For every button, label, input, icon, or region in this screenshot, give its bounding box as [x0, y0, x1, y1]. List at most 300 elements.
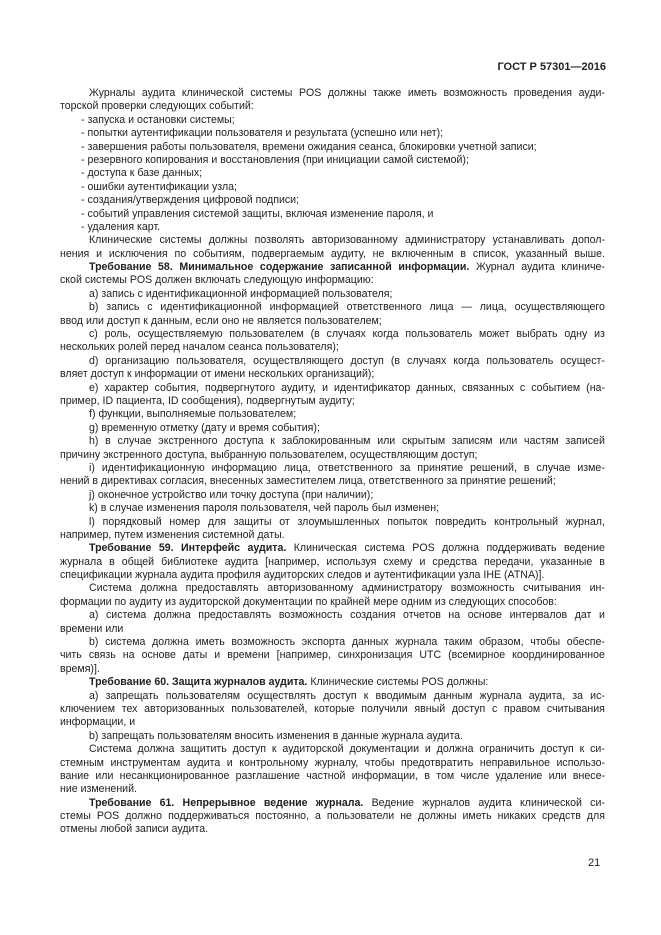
word: аутентификации	[127, 180, 209, 193]
word: том	[436, 769, 455, 782]
word: общей	[121, 555, 155, 568]
word: (в	[310, 328, 320, 341]
word: b)	[89, 636, 99, 649]
word: мере	[373, 595, 399, 608]
word: данных,	[416, 381, 456, 394]
word: пользователя,	[176, 354, 247, 367]
word: системы;	[189, 113, 235, 126]
word: которые	[314, 702, 355, 715]
word: защитить	[180, 743, 227, 756]
text-line	[60, 87, 605, 100]
word: данных	[351, 636, 389, 649]
word: базе	[137, 167, 160, 180]
word: повредить	[435, 515, 487, 528]
word: -	[81, 180, 85, 193]
word: аудита	[478, 796, 512, 809]
word: создания/утверждения	[87, 194, 200, 207]
text-line	[60, 797, 605, 810]
word: передачи,	[483, 555, 534, 568]
word: принятие	[417, 461, 464, 474]
word: запись	[101, 287, 135, 300]
word: записи	[135, 823, 169, 836]
word: и	[96, 247, 103, 260]
word: наличии);	[325, 488, 374, 501]
word: изменения	[146, 502, 200, 515]
word: на	[448, 609, 461, 622]
word: Система	[89, 582, 132, 595]
text-line	[60, 516, 605, 529]
word: авторизованных	[144, 702, 225, 715]
word: отмены	[60, 823, 98, 836]
word: выполняемые	[146, 408, 216, 421]
word: торской	[60, 100, 99, 113]
word: и	[419, 555, 426, 568]
word: должны	[417, 810, 457, 823]
word: карт.	[137, 220, 161, 233]
word: указанные	[540, 555, 593, 568]
word: стемы	[60, 810, 91, 823]
word: система	[105, 636, 146, 649]
word: из	[594, 328, 605, 341]
bold-word: 61.	[159, 796, 175, 809]
word: -	[81, 220, 85, 233]
word: внесенных	[209, 475, 264, 488]
bold-word: аудита.	[268, 676, 308, 689]
word: даты	[182, 649, 208, 662]
word: допол-	[571, 234, 605, 247]
word: согласия,	[160, 475, 207, 488]
word: началом	[182, 341, 226, 354]
word: [например,	[276, 649, 331, 662]
word: был	[371, 502, 392, 515]
word: событием	[531, 381, 581, 394]
word: пользователем;	[304, 314, 382, 327]
word: идентификатор	[334, 381, 411, 394]
word: подвергаемым	[251, 247, 325, 260]
word: путем	[114, 528, 144, 541]
word: крайней	[330, 595, 371, 608]
word: пользователем	[229, 328, 304, 341]
word: цифровой	[202, 194, 253, 207]
word: подвергнутым	[246, 394, 316, 407]
word: ин-	[589, 582, 605, 595]
text-line	[60, 221, 605, 234]
word: экспорта	[301, 636, 346, 649]
word: возможность	[450, 582, 515, 595]
word: данным,	[150, 314, 193, 327]
word: событий:	[209, 100, 254, 113]
word: вводимым	[375, 689, 427, 702]
word: [например,	[265, 555, 320, 568]
word: не	[242, 314, 255, 327]
text-line	[60, 194, 605, 207]
word: выбрать	[516, 328, 558, 341]
word: по	[114, 595, 127, 608]
word: журналу,	[314, 756, 359, 769]
word: пользователем;	[218, 408, 297, 421]
word: пациента,	[116, 394, 165, 407]
word: осуществляемую	[137, 328, 223, 341]
word: следующих	[149, 100, 207, 113]
word: в	[109, 555, 115, 568]
text-line	[60, 141, 605, 154]
word: за	[446, 475, 458, 488]
word: должны	[208, 234, 248, 247]
word: должна	[436, 743, 474, 756]
word: с	[137, 287, 143, 300]
word: журнала	[381, 729, 424, 742]
word: и	[322, 381, 328, 394]
word: изменение	[330, 207, 384, 220]
word: (ATNA)].	[504, 569, 545, 582]
word: записей	[565, 435, 605, 448]
word: аудита	[186, 756, 221, 769]
word: или	[209, 488, 228, 501]
word: аудиту	[129, 595, 163, 608]
word: ис-	[590, 689, 605, 702]
word: изме-	[577, 461, 605, 474]
word: в	[460, 247, 467, 260]
word: или	[399, 127, 418, 140]
text-line	[60, 502, 605, 515]
word: стемным	[60, 756, 104, 769]
word: f)	[89, 408, 96, 421]
word: правом	[503, 702, 541, 715]
word: ответственного	[317, 461, 393, 474]
word: отметку	[159, 421, 199, 434]
word: схему	[383, 555, 413, 568]
word: e)	[89, 381, 99, 394]
word: предоставлять	[185, 582, 259, 595]
word: события,	[154, 381, 200, 394]
word: контрольному	[239, 756, 309, 769]
word: постоянно,	[255, 810, 310, 823]
text-line	[60, 730, 605, 743]
bold-word: 58.	[158, 261, 173, 274]
word: пароля	[202, 502, 238, 515]
word: блокировки	[398, 140, 456, 153]
word: a)	[89, 689, 99, 702]
word: Журналы	[89, 87, 136, 99]
word: а	[315, 810, 321, 823]
word: изменения	[276, 729, 330, 742]
word: запуска	[87, 113, 126, 126]
word: j)	[89, 488, 95, 501]
bold-word: 60.	[154, 676, 170, 689]
word: организацию	[105, 354, 170, 367]
word: (в	[390, 354, 401, 367]
word: считывания	[546, 702, 605, 715]
bold-word: Защита	[172, 676, 212, 689]
word: к	[270, 435, 275, 448]
text-line	[60, 716, 605, 729]
text-line	[60, 449, 605, 462]
word: и	[285, 127, 292, 140]
word: доступ	[540, 743, 574, 756]
word: -	[81, 113, 85, 126]
word: обеспе-	[566, 636, 605, 649]
word: даты.	[257, 528, 285, 541]
word: таким	[443, 636, 473, 649]
word: должны	[327, 87, 367, 99]
word: Клиническая	[293, 542, 358, 555]
word: POS	[129, 274, 153, 287]
word: за	[399, 461, 411, 474]
word: контрольный	[494, 515, 559, 528]
word: время)].	[60, 662, 100, 675]
word: доступ;	[441, 448, 478, 461]
word: к	[579, 743, 585, 756]
word: доступа,	[165, 448, 208, 461]
word: доступ	[451, 702, 486, 715]
word: любой	[100, 823, 133, 836]
word: средства	[432, 555, 477, 568]
word: и	[129, 716, 136, 729]
word: пользователь	[405, 328, 473, 341]
word: аутентификации	[130, 127, 213, 140]
word: лица,	[338, 475, 366, 488]
word: осуществлять	[247, 689, 317, 702]
word: никаких	[497, 810, 537, 823]
word: a)	[89, 609, 99, 622]
word: интервалов	[509, 609, 568, 622]
word: должны:	[446, 676, 489, 689]
text-line	[60, 757, 605, 770]
word: основе	[141, 649, 176, 662]
word: за	[572, 689, 584, 702]
word: из	[434, 595, 446, 608]
word: к	[271, 743, 277, 756]
word: проведения	[513, 87, 573, 99]
text-line	[60, 315, 605, 328]
word: характер	[104, 381, 149, 394]
word: одним	[401, 595, 432, 608]
word: явный	[414, 702, 446, 715]
word: информацией	[269, 301, 339, 314]
word: чтобы	[530, 636, 561, 649]
word: аудита	[141, 87, 176, 99]
word: разглашение	[235, 769, 300, 782]
word: должен	[155, 274, 193, 287]
word: администратору	[361, 582, 443, 595]
word: поддерживаться	[168, 810, 250, 823]
word: журналов	[422, 796, 471, 809]
text-line	[60, 542, 605, 555]
word: в	[424, 769, 430, 782]
word: средств	[542, 810, 581, 823]
word: не	[400, 810, 412, 823]
word: информацию:	[305, 274, 374, 287]
word: ввод	[60, 314, 83, 327]
text-line	[60, 690, 605, 703]
bold-word: Интерфейс	[181, 542, 241, 555]
word: ID	[167, 394, 179, 407]
word: Клинические	[310, 676, 374, 689]
text-line	[60, 341, 605, 354]
word: записям	[451, 435, 493, 448]
word: доступ	[106, 314, 141, 327]
word: нет);	[420, 127, 444, 140]
word: пароля,	[386, 207, 425, 220]
word: лица,	[479, 301, 507, 314]
word: с	[147, 301, 153, 314]
word: по	[174, 247, 187, 260]
word: данных;	[162, 167, 203, 180]
word: попытки	[87, 127, 128, 140]
text-line	[60, 609, 605, 622]
word: аудиторской	[282, 743, 344, 756]
bold-word: ведение	[263, 796, 308, 809]
word: в	[105, 435, 111, 448]
word: учетной	[458, 140, 498, 153]
word: копирования	[145, 153, 209, 166]
word: ауди-	[578, 87, 605, 99]
word: формации	[60, 595, 112, 608]
word: экстренного	[103, 448, 163, 461]
word: синхронизация	[337, 649, 413, 662]
word: порядковый	[102, 515, 162, 528]
word: образом,	[479, 636, 524, 649]
word: ской	[60, 274, 82, 287]
word: причину	[60, 448, 101, 461]
word: ошибки	[87, 180, 125, 193]
word: узла;	[211, 180, 238, 193]
word: защиты	[233, 515, 272, 528]
word: аудита	[521, 261, 555, 274]
word: с	[491, 702, 498, 715]
word: и	[214, 649, 221, 662]
word: Ведение	[371, 796, 415, 809]
word: или	[377, 435, 396, 448]
word: возможность	[231, 636, 296, 649]
word: случаях	[407, 354, 447, 367]
word: информацию	[211, 461, 277, 474]
word: информации,	[351, 769, 419, 782]
text-line	[60, 475, 605, 488]
word: остановки	[137, 113, 187, 126]
word: POS	[298, 87, 322, 99]
word: и	[128, 113, 135, 126]
word: ответственного	[368, 475, 444, 488]
word: нескольких	[248, 368, 304, 381]
word: чтобы	[364, 756, 395, 769]
word: инструментам	[110, 756, 181, 769]
word: времени	[227, 649, 270, 662]
text-line	[60, 288, 605, 301]
word: пользователи	[326, 810, 395, 823]
word: -	[81, 207, 85, 220]
word: результата	[294, 127, 348, 140]
word: связь	[88, 649, 116, 662]
word: пароль	[333, 502, 369, 515]
word: например,	[60, 528, 112, 541]
word: данным	[433, 689, 473, 702]
word: -	[81, 140, 85, 153]
word: координированное	[512, 649, 605, 662]
word: события);	[271, 421, 320, 434]
word: пользователя	[215, 127, 283, 140]
word: удаления	[87, 220, 135, 233]
word: системой	[192, 207, 240, 220]
word: (при	[301, 488, 323, 501]
bold-word: записанной	[330, 261, 392, 274]
word: функции,	[98, 408, 144, 421]
text-line	[60, 582, 605, 595]
word: IHE	[483, 569, 502, 582]
word: должна	[140, 582, 178, 595]
word: если	[195, 314, 219, 327]
word: случае	[117, 435, 152, 448]
word: осуществляющим	[349, 448, 439, 461]
word: в	[599, 555, 605, 568]
word: и	[364, 569, 371, 582]
word: с	[519, 381, 526, 394]
word: попыток	[387, 515, 428, 528]
word: заместителем	[266, 475, 336, 488]
word: POS	[421, 676, 444, 689]
text-line	[60, 100, 605, 113]
word: пользователя,	[189, 140, 260, 153]
text-line	[60, 382, 605, 395]
word: ID	[102, 394, 114, 407]
text-line	[60, 181, 605, 194]
word: -	[81, 127, 85, 140]
word: журнала	[395, 636, 438, 649]
text-line	[60, 395, 605, 408]
text-line	[60, 435, 605, 448]
word: доступ	[350, 354, 384, 367]
word: си-	[590, 796, 605, 809]
word: используя	[326, 555, 377, 568]
text-line	[60, 596, 605, 609]
text-line	[60, 114, 605, 127]
word: и	[427, 207, 434, 220]
word: решений;	[508, 475, 556, 488]
word: удаление	[495, 769, 543, 782]
text-line	[60, 489, 605, 502]
word: и	[598, 609, 605, 622]
word: -	[81, 153, 85, 166]
text-line	[60, 422, 605, 435]
word: к	[143, 314, 148, 327]
word: возможность	[278, 609, 343, 622]
word: и	[424, 743, 431, 756]
bold-word: 59.	[158, 542, 174, 555]
word: система	[105, 609, 147, 622]
text-line	[60, 462, 605, 475]
word: Журнал	[475, 261, 515, 274]
bold-word: Требование	[89, 676, 152, 689]
word: к	[129, 167, 135, 180]
word: организаций);	[306, 368, 375, 381]
text-line	[60, 261, 605, 274]
word: осуществляющего	[253, 354, 344, 367]
word: POS	[96, 810, 120, 823]
word: номер	[169, 515, 201, 528]
word: доступа	[224, 435, 264, 448]
text-line	[60, 127, 605, 140]
word: злоумышленных	[297, 515, 380, 528]
word: нескольких	[60, 341, 116, 354]
word: должно	[125, 810, 163, 823]
text-line	[60, 408, 605, 421]
bold-word: Минимальное	[179, 261, 254, 274]
word: решений,	[470, 461, 517, 474]
word: или	[95, 769, 114, 782]
word: связанных	[461, 381, 514, 394]
word: работы	[150, 140, 187, 153]
word: завершения	[87, 140, 148, 153]
